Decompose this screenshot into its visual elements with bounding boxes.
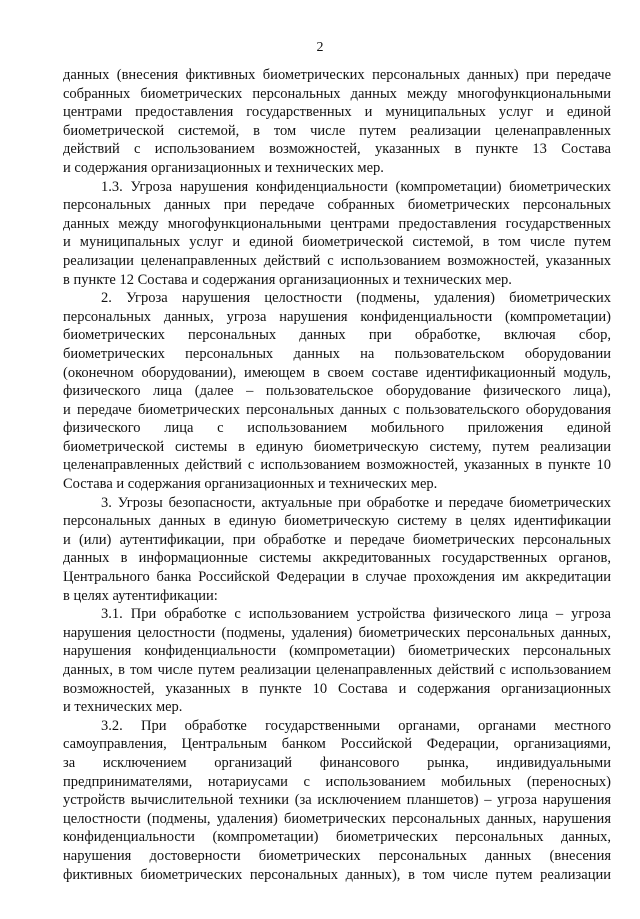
text-line: физического лица с использованием мобильного приложения единой <box>63 420 611 437</box>
text-line: персональных данных в единую биометрическую систему в целях идентификации <box>63 513 611 530</box>
text-line: персональных данных при передаче собранных биометрических персональных <box>63 197 611 214</box>
text-line: собранных биометрических персональных данных между многофункциональными <box>63 85 611 102</box>
text-line: нарушения достоверности биометрических персональных данных (внесения <box>63 847 611 864</box>
text-line: конфиденциальности (компрометации) биометрических персональных данных, <box>63 829 611 846</box>
text-line: данных, в том числе путем реализации целенаправленных действий с использованием <box>63 662 611 678</box>
text-line: центрами предоставления государственных и муниципальных услуг и единой <box>63 104 611 121</box>
text-line: персональных данных, угроза нарушения конфиденциальности (компрометации) <box>63 308 611 325</box>
text-line: нарушения целостности (подмены, удаления) биометрических персональных данных, <box>63 624 611 641</box>
text-line: за исключением организаций финансового рынка, индивидуальными <box>63 754 611 771</box>
text-line: и муниципальных услуг и единой биометрической системой, в том числе путем <box>63 234 611 251</box>
text-line: реализации целенаправленных действий с использованием возможностей, указанных <box>63 252 611 269</box>
text-line: в целях аутентификации: <box>63 587 218 604</box>
page-number: 2 <box>316 40 324 55</box>
text-line: целостности (подмены, удаления) биометрических персональных данных, нарушения <box>63 810 611 827</box>
text-line: целенаправленных действий с использованием возможностей, указанных в пункте 10 <box>63 457 611 474</box>
text-line: (оконечном оборудовании), имеющем в своем составе идентификационный модуль, <box>63 364 611 381</box>
text-line: данных в информационные системы аккредитованных государственных органов, <box>63 550 611 567</box>
text-line: фиктивных биометрических персональных данных), в том числе путем реализации <box>63 866 611 883</box>
text-line: 1.3. Угроза нарушения конфиденциальности (компрометации) биометрических <box>101 178 611 195</box>
text-line: данных между многофункциональными центрами предоставления государственных <box>63 215 611 232</box>
text-line: 3.2. При обработке государственными органами, органами местного <box>101 717 611 734</box>
text-line: данных (внесения фиктивных биометрических персональных данных) при передаче <box>63 67 611 83</box>
text-line: биометрической системы в единую биометрическую систему, путем реализации <box>63 438 611 455</box>
text-line: возможностей, указанных в пункте 10 Состава и содержания организационных <box>63 680 611 697</box>
text-line: Состава и содержания организационных и технических мер. <box>63 476 438 493</box>
text-line: и содержания организационных и технических мер. <box>63 159 384 176</box>
text-line: самоуправления, Центральным банком Российской Федерации, организациями, <box>63 736 611 753</box>
text-line: 3.1. При обработке с использованием устройства физического лица – угроза <box>101 606 611 623</box>
text-line: Центрального банка Российской Федерации в случае прохождения им аккредитации <box>63 569 611 586</box>
text-line: в пункте 12 Состава и содержания организационных и технических мер. <box>63 271 512 288</box>
text-line: предпринимателями, нотариусами с использованием мобильных (переносных) <box>63 773 611 790</box>
text-line: биометрической системой, в том числе путем реализации целенаправленных <box>63 122 611 139</box>
document-body-text <box>63 66 611 884</box>
text-line: 2. Угроза нарушения целостности (подмены, удаления) биометрических <box>101 290 611 307</box>
text-line: нарушения конфиденциальности (компрометации) биометрических персональных <box>63 643 611 660</box>
text-line: устройств вычислительной техники (за исключением планшетов) – угроза нарушения <box>63 792 611 809</box>
text-line: биометрических персональных данных при обработке, включая сбор, <box>63 327 611 344</box>
text-line: и передаче биометрических персональных данных с пользовательского оборудования <box>63 401 611 418</box>
text-line: физического лица (далее – пользовательское оборудование физического лица), <box>63 383 611 400</box>
text-line: биометрических персональных данных на пользовательском оборудовании <box>63 345 611 362</box>
text-line: действий с использованием возможностей, указанных в пункте 13 Состава <box>63 141 611 158</box>
text-line: 3. Угрозы безопасности, актуальные при обработке и передаче биометрических <box>101 494 611 511</box>
text-line: и технических мер. <box>63 699 183 716</box>
text-line: и (или) аутентификации, при обработке и передаче биометрических персональных <box>63 531 611 548</box>
